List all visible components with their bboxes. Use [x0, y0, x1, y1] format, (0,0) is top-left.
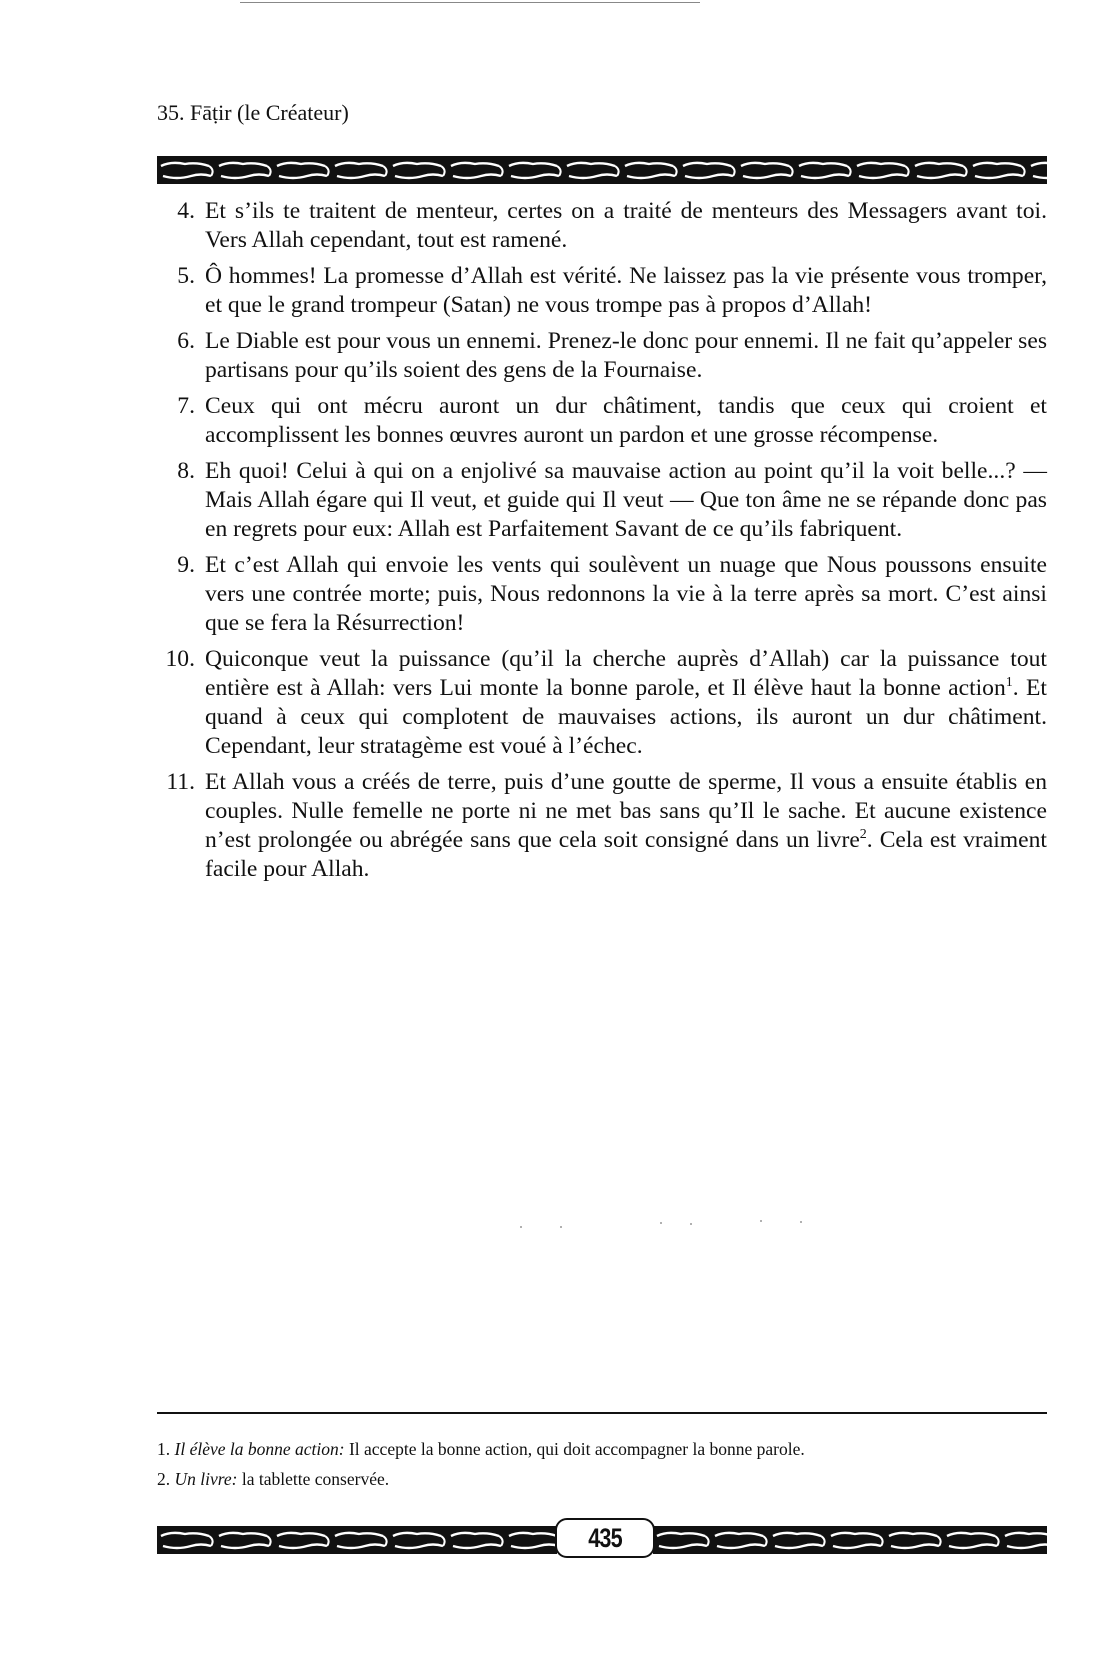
scan-speck [800, 1221, 802, 1223]
verse-number: 10. [165, 646, 195, 672]
verse-text: Et Allah vous a créés de terre, puis d’une goutte de sperme, Il vous a ensuite établis en couples. Nulle femelle ne porte ni ne met bas sans qu’Il le sache. Et aucune existence n’est prolongée ou abrégée sans que cela soit consigné dans un livre [205, 769, 1047, 853]
decorative-chain-band-top [157, 156, 1047, 184]
verse-number: 5. [177, 263, 195, 289]
verse-6 [157, 327, 1047, 385]
verse-text: Et c’est Allah qui envoie les vents qui soulèvent un nuage que Nous poussons ensuite vers une contrée morte; puis, Nous redonnons la vie à la terre après sa mort. C’est ainsi que se fera la Résurrection! [205, 552, 1047, 636]
chain-ornament-right [653, 1526, 1047, 1554]
scan-speck [520, 1226, 522, 1228]
verse-list [157, 197, 1047, 891]
footnote-2 [157, 1464, 1047, 1494]
page-number-badge [555, 1518, 655, 1558]
chain-ornament-left [157, 1526, 557, 1554]
scan-speck [560, 1226, 562, 1228]
footnote-ref: 1 [1005, 675, 1013, 691]
footnote-text: la tablette conservée. [241, 1469, 390, 1489]
footnote-number: 1. [157, 1439, 171, 1459]
verse-11 [157, 768, 1047, 884]
verse-7 [157, 392, 1047, 450]
verse-5 [157, 262, 1047, 320]
verse-text: Et s’ils te traitent de menteur, certes on a traité de menteurs des Messagers avant toi. Vers Allah cependant, tout est ramené. [205, 198, 1047, 253]
verse-number: 6. [177, 328, 195, 354]
verse-10 [157, 645, 1047, 761]
verse-8 [157, 457, 1047, 544]
chain-ornament-icon [157, 1526, 557, 1554]
page-number: 435 [588, 1522, 622, 1553]
chain-ornament-icon [653, 1526, 1047, 1554]
footnote-1 [157, 1434, 1047, 1464]
footnote-term: Un livre: [174, 1469, 238, 1489]
footnote-separator [157, 1412, 1047, 1414]
verse-text-continued: . Cela est vraiment facile pour Allah. [205, 827, 1047, 882]
footnote-term: Il élève la bonne action: [174, 1439, 345, 1459]
verse-text: Ceux qui ont mécru auront un dur châtiment, tandis que ceux qui croient et accomplissent les bonnes œuvres auront un pardon et une grosse récompense. [205, 393, 1047, 448]
footnote-ref: 2 [859, 827, 867, 843]
scan-speck [760, 1220, 762, 1222]
verse-text: Le Diable est pour vous un ennemi. Prenez-le donc pour ennemi. Il ne fait qu’appeler ses partisans pour qu’ils soient des gens de la Fournaise. [205, 328, 1047, 383]
verse-number: 8. [177, 458, 195, 484]
verse-text: Ô hommes! La promesse d’Allah est vérité. Ne laissez pas la vie présente vous tromper, et que le grand trompeur (Satan) ne vous trompe pas à propos d’Allah! [205, 263, 1047, 318]
chain-ornament-icon [157, 156, 1047, 184]
top-scan-rule [240, 2, 700, 3]
scan-speck [690, 1223, 692, 1225]
verse-number: 11. [166, 769, 195, 795]
verse-number: 9. [177, 552, 195, 578]
footnote-text: Il accepte la bonne action, qui doit accompagner la bonne parole. [348, 1439, 805, 1459]
scan-speck [660, 1222, 662, 1224]
verse-number: 7. [177, 393, 195, 419]
decorative-chain-band-bottom [157, 1518, 1047, 1558]
verse-text-continued: . Et quand à ceux qui complotent de mauvaises actions, ils auront un dur châtiment. Cependant, leur stratagème est voué à l’échec. [205, 675, 1047, 759]
verse-number: 4. [177, 198, 195, 224]
page-header: 35. Fāṭir (le Créateur) [157, 100, 349, 125]
verse-9 [157, 551, 1047, 638]
footnotes [157, 1434, 1047, 1494]
footnote-number: 2. [157, 1469, 171, 1489]
verse-text: Eh quoi! Celui à qui on a enjolivé sa mauvaise action au point qu’il la voit belle...? — Mais Allah égare qui Il veut, et guide qui Il veut — Que ton âme ne se répande donc pas en regrets pour eux: Allah est Parfaitement Savant de ce qu’ils fabriquent. [205, 458, 1047, 542]
verse-4 [157, 197, 1047, 255]
verse-text: Quiconque veut la puissance (qu’il la cherche auprès d’Allah) car la puissance tout entière est à Allah: vers Lui monte la bonne parole, et Il élève haut la bonne action [205, 646, 1047, 701]
